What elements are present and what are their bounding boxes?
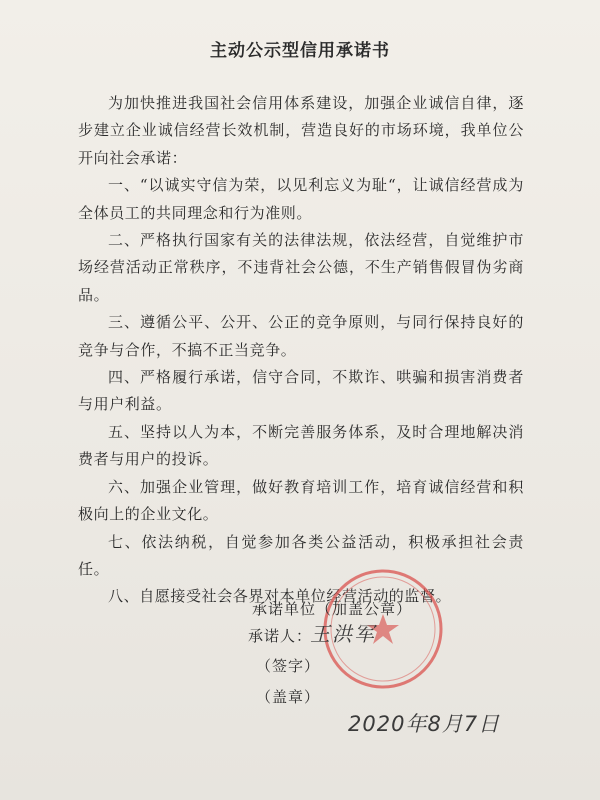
document-title: 主动公示型信用承诺书 [210, 41, 390, 61]
signature-person-label: 承诺人： [248, 627, 313, 645]
paragraph-1: 一、“以诚实守信为荣，以见利忘义为耻“，让诚信经营成为全体员工的共同理念和行为准则。 [78, 176, 524, 222]
signature-seal-note: （盖章） [256, 688, 321, 706]
paragraph-4: 四、严格履行承诺，信守合同，不欺诈、哄骗和损害消费者与用户利益。 [78, 368, 524, 414]
paragraph-7: 七、依法纳税，自觉参加各类公益活动，积极承担社会责任。 [78, 532, 524, 578]
paragraph-6: 六、加强企业管理，做好教育培训工作，培育诚信经营和积极向上的企业文化。 [78, 477, 524, 524]
signature-unit-label: 承诺单位（加盖公章） [252, 600, 413, 618]
handwritten-signature: 王洪军 [310, 622, 376, 646]
paragraph-3: 三、遵循公平、公开、公正的竞争原则，与同行保持良好的竞争与合作，不搞不正当竞争。 [78, 313, 524, 359]
paragraph-8: 八、自愿接受社会各界对本单位经营活动的监督。 [108, 587, 452, 606]
paragraph-intro: 为加快推进我国社会信用体系建设，加强企业诚信自律，逐步建立企业诚信经营长效机制，营造良好的市场环境，我单位公开向社会承诺： [78, 94, 524, 167]
paragraph-2: 二、严格执行国家有关的法律法规，依法经营，自觉维护市场经营活动正常秩序，不违背社会公德，不生产销售假冒伪劣商品。 [78, 231, 524, 304]
handwritten-date: 2020年8月7日 [348, 712, 501, 736]
paragraph-5: 五、坚持以人为本，不断完善服务体系，及时合理地解决消费者与用户的投诉。 [78, 422, 524, 469]
signature-sign-note: （签字） [256, 657, 321, 675]
document-body [78, 90, 524, 611]
